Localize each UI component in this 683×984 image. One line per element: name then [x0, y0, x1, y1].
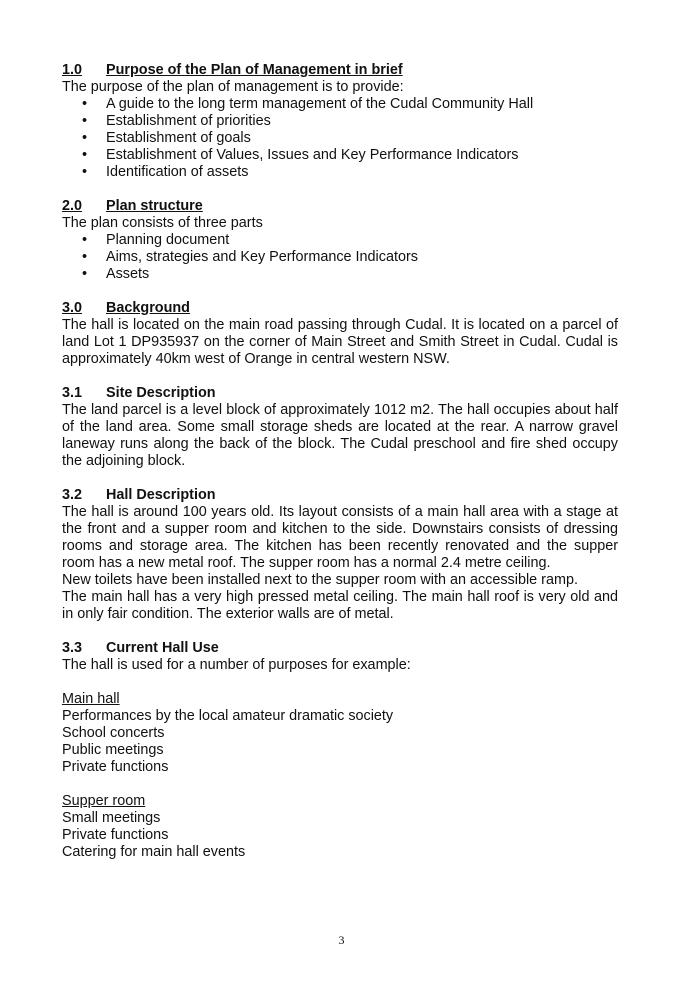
section-background	[62, 300, 618, 368]
section-body: The land parcel is a level block of approximately 1012 m2. The hall occupies about half of the land area. Some small storage sheds are located at the rear. A narrow gravel laneway runs along the back of the block. The Cudal preschool and fire shed occupy the adjoining block.	[62, 402, 618, 469]
section-heading	[62, 198, 618, 215]
list-item: Private functions	[62, 827, 169, 843]
list-item: • Establishment of goals	[62, 130, 618, 147]
section-title: Hall Description	[106, 487, 216, 503]
supper-room-label: Supper room	[62, 793, 146, 809]
list-item: Catering for main hall events	[62, 844, 246, 860]
list-item: Public meetings	[62, 742, 164, 758]
list-item: • Establishment of Values, Issues and Key Performance Indicators	[62, 147, 618, 164]
list-item: • Identification of assets	[62, 164, 618, 181]
spacer	[62, 674, 618, 691]
spacer	[62, 776, 618, 793]
list-item: School concerts	[62, 725, 165, 741]
list-item: Private functions	[62, 759, 169, 775]
section-body: New toilets have been installed next to the supper room with an accessible ramp.	[62, 572, 578, 588]
document-page	[62, 62, 618, 878]
bullet-list	[62, 232, 618, 283]
list-item: • Aims, strategies and Key Performance Indicators	[62, 249, 618, 266]
section-number: 1.0	[62, 62, 83, 78]
section-current-hall-use	[62, 640, 618, 861]
section-heading	[62, 385, 618, 402]
section-body: The main hall has a very high pressed metal ceiling. The main hall roof is very old and in only fair condition. The exterior walls are of metal.	[62, 589, 618, 622]
main-hall-label: Main hall	[62, 691, 120, 707]
list-item: Small meetings	[62, 810, 161, 826]
page-number: 3	[338, 933, 345, 947]
section-intro: The plan consists of three parts	[62, 215, 263, 231]
section-plan-structure	[62, 198, 618, 283]
section-body: The hall is located on the main road passing through Cudal. It is located on a parcel of land Lot 1 DP935937 on the corner of Main Street and Smith Street in Cudal. Cudal is approximately 40km west of Orange in central western NSW.	[62, 317, 618, 367]
section-title: Current Hall Use	[106, 640, 219, 656]
section-number: 3.2	[62, 487, 83, 503]
list-item: • Assets	[62, 266, 618, 283]
section-number: 3.1	[62, 385, 83, 401]
section-heading	[62, 62, 618, 79]
section-number: 2.0	[62, 198, 83, 214]
section-number: 3.3	[62, 640, 83, 656]
section-body: The hall is around 100 years old. Its layout consists of a main hall area with a stage at the front and a supper room and kitchen to the side. Downstairs consists of dressing rooms and storage area. The kitchen has been recently renovated and the supper room has a new metal roof. The supper room has a normal 2.4 metre ceiling.	[62, 504, 618, 571]
section-title: Purpose of the Plan of Management in brief	[106, 62, 403, 78]
list-item: • Establishment of priorities	[62, 113, 618, 130]
list-item: • A guide to the long term management of the Cudal Community Hall	[62, 96, 618, 113]
section-purpose	[62, 62, 618, 181]
section-heading	[62, 640, 618, 657]
section-intro: The hall is used for a number of purposes for example:	[62, 657, 411, 673]
list-item: • Planning document	[62, 232, 618, 249]
section-intro: The purpose of the plan of management is to provide:	[62, 79, 404, 95]
section-heading	[62, 300, 618, 317]
section-number: 3.0	[62, 300, 83, 316]
section-title: Site Description	[106, 385, 216, 401]
section-site-description	[62, 385, 618, 470]
section-hall-description	[62, 487, 618, 623]
section-heading	[62, 487, 618, 504]
bullet-list	[62, 96, 618, 181]
section-title: Background	[106, 300, 190, 316]
list-item: Performances by the local amateur dramatic society	[62, 708, 394, 724]
section-title: Plan structure	[106, 198, 203, 214]
